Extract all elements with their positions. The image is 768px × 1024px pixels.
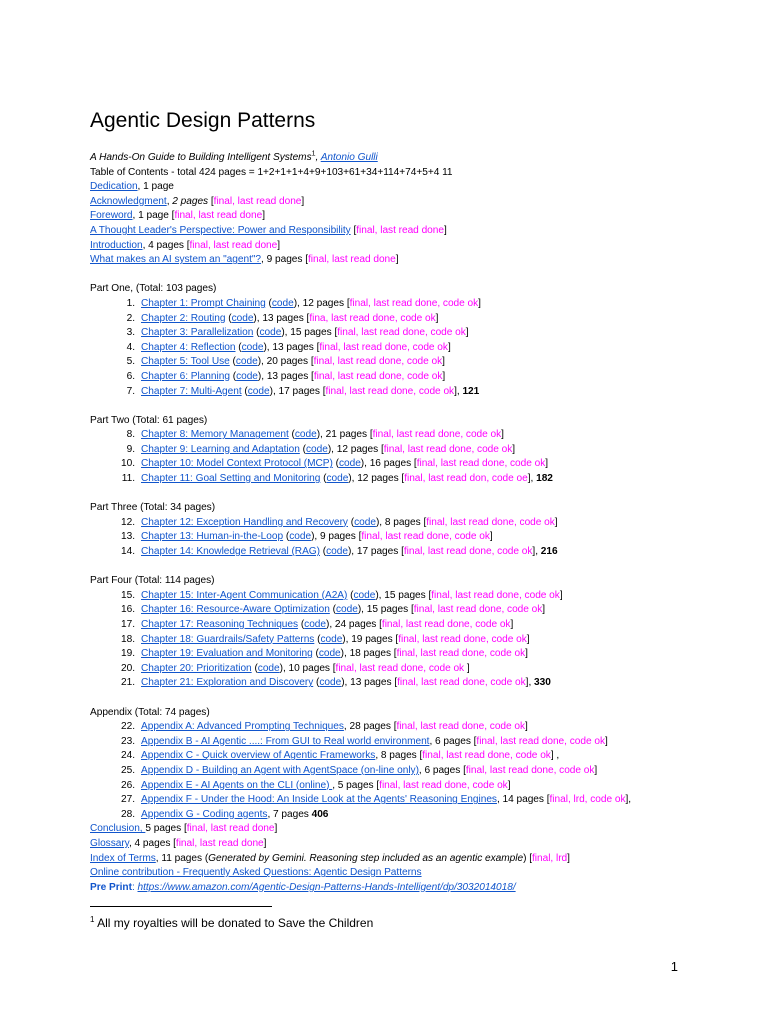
status-note: final, last read done, code ok — [398, 633, 527, 645]
text-span: Appendix (Total: 74 pages) — [90, 706, 210, 718]
preprint-label: Pre Print — [90, 881, 132, 893]
code-link[interactable]: code — [354, 516, 376, 528]
list-number: 19. — [121, 648, 135, 660]
code-link[interactable]: code — [319, 677, 342, 689]
text-span: ( — [265, 297, 272, 309]
table-of-contents — [90, 151, 760, 895]
text-span: ), 18 pages [ — [340, 648, 397, 660]
status-note: final, last read done, code ok — [396, 721, 526, 733]
toc-line — [90, 837, 760, 852]
link-acknowledgment[interactable]: Acknowledgment — [90, 195, 167, 207]
status-note: final, last read done, code ok — [476, 735, 605, 747]
text-span: ( — [332, 458, 339, 470]
list-number: 28. — [121, 808, 135, 820]
text-span: ( — [229, 370, 237, 382]
link-introduction[interactable]: Introduction — [90, 239, 143, 251]
list-number: 10. — [121, 458, 135, 470]
link-what-makes-an-ai-system-an-agent[interactable]: What makes an AI system an "agent"? — [90, 254, 262, 266]
text-span: ), 17 pages [ — [269, 385, 326, 397]
link-chapter-18-guardrails-safety-patterns[interactable]: Chapter 18: Guardrails/Safety Patterns — [141, 633, 315, 645]
text-span: ), 9 pages [ — [311, 531, 362, 543]
blank-line — [90, 399, 760, 414]
list-item — [90, 530, 760, 545]
list-number: 26. — [121, 779, 135, 791]
link-chapter-3-parallelization[interactable]: Chapter 3: Parallelization — [141, 327, 254, 339]
toc-line — [90, 822, 760, 837]
link-online-contribution-frequently-asked-questions-a[interactable]: Online contribution - Frequently Asked Questions: Agentic Design Patterns — [90, 867, 422, 879]
text-span: ], — [525, 677, 535, 689]
toc-line — [90, 180, 760, 195]
link-dedication[interactable]: Dedication — [90, 181, 138, 193]
blank-line — [90, 691, 760, 706]
list-number: 27. — [121, 794, 135, 806]
status-note: final, last read done — [174, 210, 263, 222]
link-appendix-d-building-an-agent-with-agentspace-on-[interactable]: Appendix D - Building an Agent with AgentSpace (on-line only) — [141, 764, 419, 776]
list-number: 1. — [126, 297, 135, 309]
list-item — [90, 443, 760, 458]
footnote-text: All my royalties will be donated to Save the Children — [94, 916, 374, 930]
separator-text: : — [131, 881, 138, 893]
list-item — [90, 428, 760, 443]
link-appendix-g-coding-agents[interactable]: Appendix G - Coding agents — [141, 808, 268, 820]
link-glossary[interactable]: Glossary — [90, 837, 129, 849]
list-number: 20. — [121, 662, 135, 674]
text-span: A Hands-On Guide to Building Intelligent Systems — [90, 152, 312, 163]
text-span: , 5 pages [ — [332, 779, 380, 791]
list-item — [90, 472, 760, 487]
list-number: 12. — [121, 516, 135, 528]
toc-line — [90, 166, 760, 181]
footnote-reference: 1 — [311, 150, 316, 158]
text-span: ( — [251, 662, 258, 674]
list-item — [90, 341, 760, 356]
text-span: ( — [329, 604, 336, 616]
status-note: final, last read done, code ok — [396, 648, 526, 660]
text-span: , 1 page — [137, 181, 174, 193]
link-appendix-a-advanced-prompting-techniques[interactable]: Appendix A: Advanced Prompting Techniques — [141, 721, 344, 733]
document-title: Agentic Design Patterns — [90, 109, 316, 132]
list-number: 5. — [126, 356, 135, 368]
code-link[interactable]: code — [338, 458, 361, 470]
link-chapter-15-inter-agent-communication-a2a[interactable]: Chapter 15: Inter-Agent Communication (A2A) — [141, 589, 348, 601]
link-chapter-7-multi-agent[interactable]: Chapter 7: Multi-Agent — [141, 385, 242, 397]
list-item — [90, 326, 760, 341]
list-number: 8. — [126, 429, 135, 441]
toc-line — [90, 239, 760, 254]
list-item — [90, 662, 760, 677]
text-span: ), 13 pages [ — [253, 312, 310, 324]
status-note: final, last read done, code ok — [397, 677, 526, 689]
list-number: 18. — [121, 633, 135, 645]
status-note: final, last read done, code ok — [379, 779, 508, 791]
toc-line — [90, 224, 760, 239]
blank-line — [90, 268, 760, 283]
text-span: , 28 pages [ — [343, 721, 397, 733]
toc-line — [90, 414, 760, 429]
text-span: ), 13 pages [ — [263, 341, 320, 353]
list-item — [90, 312, 760, 327]
code-link[interactable]: code — [289, 531, 312, 543]
list-number: 16. — [121, 604, 135, 616]
link-conclusion[interactable]: Conclusion, — [90, 823, 146, 835]
code-link[interactable]: code — [326, 473, 349, 485]
text-span: ( — [298, 619, 305, 630]
list-item — [90, 589, 760, 604]
text-span: , 9 pages [ — [261, 254, 308, 266]
status-note: final, last read done, code ok — [313, 370, 443, 382]
status-note: fina, last read done, code ok — [309, 312, 436, 324]
status-note: final, last read done, code ok — [422, 750, 551, 762]
text-span: ) [ — [523, 852, 532, 864]
text-span: , — [166, 195, 173, 207]
status-note: final, last read done, code ok — [325, 385, 455, 397]
text-span: , 7 pages — [267, 808, 312, 820]
text-span: , 1 page [ — [132, 210, 175, 222]
text-span: ( — [288, 429, 295, 441]
toc-line — [90, 195, 760, 210]
text-span: ] — [442, 370, 446, 382]
list-number: 3. — [126, 327, 135, 339]
link-antonio-gulli[interactable]: Antonio Gulli — [320, 152, 378, 163]
text-span: ( — [253, 327, 260, 339]
list-item — [90, 749, 760, 764]
text-span: ( — [347, 589, 354, 601]
text-span: ] — [277, 239, 281, 251]
code-link[interactable]: code — [294, 429, 317, 441]
link-appendix-e-ai-agents-on-the-cli-online[interactable]: Appendix E - AI Agents on the CLI (online) — [141, 779, 333, 791]
list-item — [90, 457, 760, 472]
code-link[interactable]: code — [231, 312, 254, 324]
link-chapter-14-knowledge-retrieval-rag[interactable]: Chapter 14: Knowledge Retrieval (RAG) — [141, 546, 320, 558]
text-span: ( — [313, 677, 320, 689]
status-note: final, last read done — [175, 837, 264, 849]
text-span: ), 24 pages [ — [326, 619, 382, 630]
link-appendix-b-ai-agentic-from-gui-to-real-world-env[interactable]: Appendix B - AI Agentic ....: From GUI to Real world environment — [141, 735, 430, 747]
text-span: 2 pages — [172, 195, 209, 207]
text-span: ), 15 pages [ — [375, 589, 432, 601]
text-span: ( — [299, 443, 306, 455]
text-span: Generated by Gemini. Reasoning step included as an agentic example — [208, 852, 524, 864]
text-span: ), 12 pages [ — [293, 297, 350, 309]
link-chapter-11-goal-setting-and-monitoring[interactable]: Chapter 11: Goal Setting and Monitoring — [141, 473, 321, 485]
link-chapter-16-resource-aware-optimization[interactable]: Chapter 16: Resource-Aware Optimization — [141, 604, 330, 616]
toc-line — [90, 282, 760, 297]
link-chapter-5-tool-use[interactable]: Chapter 5: Tool Use — [141, 356, 230, 368]
code-link[interactable]: code — [320, 633, 343, 645]
list-number: 13. — [121, 531, 135, 543]
link-chapter-19-evaluation-and-monitoring[interactable]: Chapter 19: Evaluation and Monitoring — [141, 648, 313, 660]
text-span: ] — [554, 516, 558, 528]
list-number: 15. — [121, 589, 135, 601]
text-span: ] — [274, 823, 278, 835]
text-span: ( — [319, 546, 327, 558]
running-total: 121 — [462, 385, 480, 397]
code-link[interactable]: code — [236, 370, 258, 382]
running-total: 406 — [311, 808, 329, 820]
text-span: ), 10 pages [ — [279, 662, 336, 674]
code-link[interactable]: code — [235, 356, 258, 368]
text-span: ] — [395, 254, 399, 266]
status-note: final, last read done, code ok — [426, 516, 555, 528]
blank-line — [90, 487, 760, 502]
blank-line — [90, 560, 760, 575]
list-number: 21. — [121, 677, 135, 689]
text-span: ], — [527, 473, 537, 485]
code-link[interactable]: code — [353, 589, 376, 601]
text-span: ), 12 pages [ — [348, 473, 405, 485]
text-span: ] — [604, 735, 608, 747]
text-span: ] — [489, 531, 493, 543]
text-span: ), 17 pages [ — [347, 546, 404, 558]
text-span: ), 16 pages [ — [360, 458, 417, 470]
code-link[interactable]: code — [241, 341, 264, 353]
list-item — [90, 676, 760, 691]
text-span: ] — [435, 312, 439, 324]
status-note: final, last read done, code ok — [403, 546, 533, 558]
list-item — [90, 647, 760, 662]
link-chapter-21-exploration-and-discovery[interactable]: Chapter 21: Exploration and Discovery — [141, 677, 314, 689]
link-chapter-8-memory-management[interactable]: Chapter 8: Memory Management — [141, 429, 289, 441]
text-span: ), 20 pages [ — [257, 356, 314, 368]
list-number: 14. — [121, 546, 135, 558]
code-link[interactable]: code — [259, 327, 282, 339]
text-span: , 14 pages [ — [496, 794, 550, 806]
text-span: ( — [283, 531, 290, 543]
status-note: final, last read done, code ok — [383, 443, 513, 455]
status-note: final, last read done, code ok — [313, 356, 443, 368]
status-note: final, lrd — [532, 852, 568, 864]
toc-line — [90, 151, 760, 166]
running-total: 330 — [534, 677, 551, 689]
running-total: 216 — [540, 546, 558, 558]
toc-line — [90, 253, 760, 268]
text-span: ] , — [550, 750, 560, 762]
preprint-link[interactable]: https://www.amazon.com/Agentic-Design-Patterns-Hands-Intelligent/dp/3032014018/ — [137, 881, 516, 893]
code-link[interactable]: code — [305, 443, 328, 455]
text-span: ] — [526, 633, 530, 645]
text-span: ), 15 pages [ — [281, 327, 338, 339]
text-span: ] — [507, 779, 511, 791]
text-span: ] — [559, 589, 563, 601]
text-span: ] — [447, 341, 451, 353]
status-note: final, last read done — [308, 254, 396, 266]
text-span: Table of Contents - total 424 pages = 1+2+1+1+4+9+103+61+34+114+74+5+4 11 — [90, 166, 453, 178]
list-number: 17. — [121, 619, 135, 630]
text-span: ] — [594, 764, 598, 776]
toc-line — [90, 209, 760, 224]
footnote-marker: 1 — [90, 915, 95, 924]
running-total: 182 — [536, 473, 553, 485]
list-item — [90, 516, 760, 531]
text-span: , 4 pages [ — [128, 837, 176, 849]
text-span: ), 13 pages [ — [341, 677, 398, 689]
text-span: ] — [567, 852, 570, 864]
list-item — [90, 385, 760, 400]
link-foreword[interactable]: Foreword — [90, 210, 133, 222]
list-item — [90, 545, 760, 560]
list-item — [90, 720, 760, 735]
status-note: final, lrd, code ok — [549, 794, 626, 806]
text-span: [ — [350, 224, 357, 236]
text-span: , 8 pages [ — [375, 750, 423, 762]
text-span: ], — [454, 385, 463, 397]
footnote-separator — [90, 906, 272, 907]
text-span: [ — [208, 195, 214, 207]
status-note: final, last read done, code ok — [416, 458, 546, 470]
text-span: , 4 pages [ — [142, 239, 190, 251]
text-span: ] — [465, 327, 469, 339]
text-span: ( — [229, 356, 236, 368]
status-note: final, last read done, code ok — [413, 604, 543, 616]
code-link[interactable]: code — [247, 385, 270, 397]
text-span: ] — [501, 429, 504, 441]
toc-line — [90, 866, 760, 881]
text-span: ), 12 pages [ — [327, 443, 384, 455]
status-note: final, last read done — [186, 823, 275, 835]
status-note: final, last read done, code ok — [465, 764, 595, 776]
text-span: ( — [320, 473, 327, 485]
link-chapter-2-routing[interactable]: Chapter 2: Routing — [141, 312, 226, 324]
text-span: , 6 pages [ — [418, 764, 466, 776]
text-span: Part Four (Total: 114 pages) — [90, 575, 215, 587]
text-span: ), 15 pages [ — [357, 604, 414, 616]
text-span: Part Two (Total: 61 pages) — [90, 414, 208, 426]
list-number: 2. — [126, 312, 135, 324]
text-span: ] — [525, 721, 528, 733]
link-a-thought-leader-s-perspective-power-and-respons[interactable]: A Thought Leader's Perspective: Power and Responsibility — [90, 224, 351, 236]
link-chapter-6-planning[interactable]: Chapter 6: Planning — [141, 370, 230, 382]
text-span: ( — [225, 312, 232, 324]
status-note: final, last read done, code ok — [361, 531, 490, 543]
list-item — [90, 735, 760, 750]
status-note: final, last read done, code ok — [319, 341, 448, 353]
status-note: final, last read done, code ok — [337, 327, 466, 339]
status-note: final, last read done, code ok — [372, 429, 502, 441]
link-chapter-13-human-in-the-loop[interactable]: Chapter 13: Human-in-the-Loop — [141, 531, 284, 543]
status-note: final, last read done — [189, 239, 278, 251]
code-link[interactable]: code — [318, 648, 341, 660]
text-span: , 11 pages ( — [155, 852, 209, 864]
list-item — [90, 633, 760, 648]
text-span: ] — [301, 195, 305, 207]
code-link[interactable]: code — [257, 662, 280, 674]
status-note: final, last read done — [213, 195, 302, 207]
list-item — [90, 779, 760, 794]
toc-line — [90, 501, 760, 516]
text-span: ( — [235, 341, 242, 353]
list-item — [90, 808, 760, 823]
text-span: ( — [347, 516, 355, 528]
text-span: ), 19 pages [ — [342, 633, 399, 645]
text-span: ] — [263, 837, 267, 849]
link-chapter-9-learning-and-adaptation[interactable]: Chapter 9: Learning and Adaptation — [141, 443, 300, 455]
link-chapter-17-reasoning-techniques[interactable]: Chapter 17: Reasoning Techniques — [141, 619, 299, 630]
list-item — [90, 603, 760, 618]
text-span: ), 21 pages [ — [316, 429, 373, 441]
list-number: 24. — [121, 750, 135, 762]
text-span: 5 pages [ — [145, 823, 187, 835]
list-number: 22. — [121, 721, 135, 733]
status-note: final, last read done, code ok — [349, 297, 479, 309]
text-span: ] — [478, 297, 481, 309]
list-item — [90, 355, 760, 370]
text-span: ( — [312, 648, 319, 660]
text-span: ] — [510, 619, 514, 630]
page-number: 1 — [670, 959, 678, 974]
list-item — [90, 793, 760, 808]
list-item — [90, 618, 760, 633]
code-link[interactable]: code — [335, 604, 358, 616]
list-item — [90, 297, 760, 312]
status-note: final, last read done, code ok — [381, 619, 511, 630]
text-span: Part Three (Total: 34 pages) — [90, 502, 216, 514]
link-chapter-20-prioritization[interactable]: Chapter 20: Prioritization — [141, 662, 252, 674]
status-note: final, last read done, code ok — [431, 589, 560, 601]
text-span: ], — [532, 546, 541, 558]
text-span: ] — [466, 662, 470, 674]
link-appendix-f-under-the-hood-an-inside-look-at-the-[interactable]: Appendix F - Under the Hood: An Inside Look at the Agents' Reasoning Engines — [141, 794, 497, 806]
text-span: ), 13 pages [ — [257, 370, 314, 382]
status-note: final, last read don, code oe — [404, 473, 528, 485]
status-note: final, last read done — [356, 224, 444, 236]
text-span: ] — [525, 648, 528, 660]
code-link[interactable]: code — [326, 546, 348, 558]
link-chapter-4-reflection[interactable]: Chapter 4: Reflection — [141, 341, 236, 353]
link-index-of-terms[interactable]: Index of Terms — [90, 852, 156, 864]
text-span: ( — [241, 385, 248, 397]
list-number: 23. — [121, 735, 135, 747]
list-number: 11. — [121, 473, 135, 485]
list-item — [90, 764, 760, 779]
toc-line — [90, 852, 760, 867]
text-span: ] — [443, 224, 447, 236]
toc-line — [90, 706, 760, 721]
code-link[interactable]: code — [271, 297, 294, 309]
link-chapter-10-model-context-protocol-mcp[interactable]: Chapter 10: Model Context Protocol (MCP) — [141, 458, 333, 470]
link-appendix-c-quick-overview-of-agentic-frameworks[interactable]: Appendix C - Quick overview of Agentic Frameworks — [141, 750, 376, 762]
text-span: ( — [314, 633, 321, 645]
footnote — [90, 915, 373, 931]
list-number: 4. — [126, 341, 135, 353]
link-chapter-12-exception-handling-and-recovery[interactable]: Chapter 12: Exception Handling and Recovery — [141, 516, 348, 528]
list-number: 7. — [126, 385, 135, 397]
link-chapter-1-prompt-chaining[interactable]: Chapter 1: Prompt Chaining — [141, 297, 266, 309]
text-span: ), 8 pages [ — [375, 516, 427, 528]
text-span: ] — [512, 443, 516, 455]
list-number: 25. — [121, 764, 135, 776]
toc-line — [90, 881, 760, 896]
status-note: final, last read done, code ok — [335, 662, 467, 674]
code-link[interactable]: code — [304, 619, 326, 630]
text-span: ] — [545, 458, 549, 470]
list-item — [90, 370, 760, 385]
text-span: ] — [442, 356, 445, 368]
text-span: Part One, (Total: 103 pages) — [90, 283, 217, 295]
list-number: 9. — [126, 443, 135, 455]
list-number: 6. — [126, 370, 135, 382]
text-span: , 6 pages [ — [429, 735, 477, 747]
text-span: , — [315, 152, 321, 163]
text-span: ] — [262, 210, 265, 222]
toc-line — [90, 574, 760, 589]
text-span: ], — [625, 794, 632, 806]
text-span: ] — [542, 604, 546, 616]
